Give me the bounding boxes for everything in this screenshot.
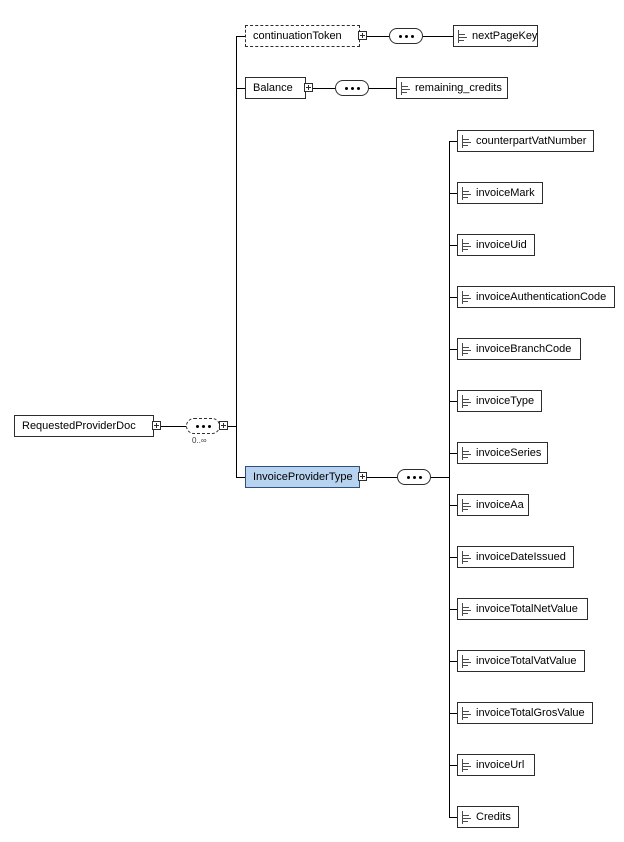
element-icon bbox=[462, 707, 471, 720]
connector-child-invoice-aa bbox=[449, 505, 457, 506]
node-label: invoiceBranchCode bbox=[476, 343, 572, 355]
element-icon bbox=[462, 447, 471, 460]
connector-sequence-to-children-trunk bbox=[431, 477, 449, 478]
trunk-invoice-children bbox=[449, 141, 450, 817]
node-invoice-url[interactable] bbox=[457, 754, 535, 776]
expand-icon-root[interactable] bbox=[152, 421, 161, 430]
node-label: Balance bbox=[253, 82, 293, 94]
element-icon bbox=[462, 343, 471, 356]
element-icon bbox=[462, 655, 471, 668]
root-occurrence-label: 0..∞ bbox=[192, 436, 207, 445]
element-icon bbox=[462, 759, 471, 772]
sequence-symbol-invoice-provider-type[interactable] bbox=[397, 469, 431, 485]
node-requested-provider-doc[interactable] bbox=[14, 415, 154, 437]
node-invoice-uid[interactable] bbox=[457, 234, 535, 256]
node-label: invoiceTotalGrosValue bbox=[476, 707, 585, 719]
element-icon bbox=[462, 551, 471, 564]
connector-balance-to-sequence bbox=[313, 88, 335, 89]
connector-sequence-to-next-page-key bbox=[423, 36, 453, 37]
connector-child-invoice-mark bbox=[449, 193, 457, 194]
connector-sequence-to-trunk bbox=[228, 426, 236, 427]
node-invoice-total-gros-value[interactable] bbox=[457, 702, 593, 724]
node-invoice-type[interactable] bbox=[457, 390, 542, 412]
sequence-symbol-balance[interactable] bbox=[335, 80, 369, 96]
connector-trunk-to-invoice-provider-type bbox=[236, 477, 245, 478]
node-invoice-aa[interactable] bbox=[457, 494, 529, 516]
connector-child-invoice-type bbox=[449, 401, 457, 402]
element-icon bbox=[462, 187, 471, 200]
trunk-main bbox=[236, 36, 237, 477]
sequence-symbol-root[interactable] bbox=[186, 418, 220, 434]
node-label: invoiceType bbox=[476, 395, 535, 407]
node-invoice-branch-code[interactable] bbox=[457, 338, 581, 360]
node-label: invoiceTotalVatValue bbox=[476, 655, 577, 667]
node-next-page-key[interactable] bbox=[453, 25, 538, 47]
node-invoice-series[interactable] bbox=[457, 442, 548, 464]
connector-root-to-sequence bbox=[161, 426, 186, 427]
element-icon bbox=[462, 135, 471, 148]
node-invoice-provider-type[interactable] bbox=[245, 466, 360, 488]
node-label: InvoiceProviderType bbox=[253, 471, 353, 483]
connector-child-invoice-uid bbox=[449, 245, 457, 246]
node-label: continuationToken bbox=[253, 30, 342, 42]
connector-child-invoice-date-issued bbox=[449, 557, 457, 558]
node-label: remaining_credits bbox=[415, 82, 502, 94]
connector-trunk-to-continuation-token bbox=[236, 36, 245, 37]
connector-child-invoice-authentication-code bbox=[449, 297, 457, 298]
expand-icon-balance[interactable] bbox=[304, 83, 313, 92]
connector-trunk-to-balance bbox=[236, 88, 245, 89]
expand-icon-root-sequence[interactable] bbox=[219, 421, 228, 430]
sequence-symbol-continuation-token[interactable] bbox=[389, 28, 423, 44]
connector-child-invoice-total-vat-value bbox=[449, 661, 457, 662]
node-invoice-date-issued[interactable] bbox=[457, 546, 574, 568]
node-invoice-authentication-code[interactable] bbox=[457, 286, 615, 308]
node-label: invoiceUrl bbox=[476, 759, 525, 771]
expand-icon-continuation-token[interactable] bbox=[358, 31, 367, 40]
node-label: invoiceDateIssued bbox=[476, 551, 566, 563]
node-balance[interactable] bbox=[245, 77, 306, 99]
sequence-dots-icon bbox=[390, 29, 422, 43]
sequence-dots-icon bbox=[187, 419, 219, 433]
element-icon bbox=[462, 811, 471, 824]
node-invoice-total-vat-value[interactable] bbox=[457, 650, 585, 672]
node-label: Credits bbox=[476, 811, 511, 823]
sequence-dots-icon bbox=[398, 470, 430, 484]
element-icon bbox=[462, 603, 471, 616]
node-label: nextPageKey bbox=[472, 30, 538, 42]
node-label: invoiceSeries bbox=[476, 447, 542, 459]
element-icon bbox=[462, 239, 471, 252]
connector-child-invoice-branch-code bbox=[449, 349, 457, 350]
connector-child-credits bbox=[449, 817, 457, 818]
element-icon bbox=[462, 499, 471, 512]
element-icon bbox=[401, 82, 410, 95]
node-label: invoiceTotalNetValue bbox=[476, 603, 578, 615]
node-counterpart-vat-number[interactable] bbox=[457, 130, 594, 152]
connector-invoice-provider-type-to-sequence bbox=[367, 477, 397, 478]
node-remaining-credits[interactable] bbox=[396, 77, 508, 99]
node-label: invoiceMark bbox=[476, 187, 535, 199]
node-label: invoiceUid bbox=[476, 239, 527, 251]
node-label: counterpartVatNumber bbox=[476, 135, 587, 147]
connector-child-invoice-url bbox=[449, 765, 457, 766]
connector-sequence-to-remaining-credits bbox=[369, 88, 396, 89]
node-invoice-mark[interactable] bbox=[457, 182, 543, 204]
element-icon bbox=[462, 291, 471, 304]
sequence-dots-icon bbox=[336, 81, 368, 95]
node-continuation-token[interactable] bbox=[245, 25, 360, 47]
node-credits[interactable] bbox=[457, 806, 519, 828]
connector-child-counterpart-vat-number bbox=[449, 141, 457, 142]
connector-child-invoice-series bbox=[449, 453, 457, 454]
connector-continuation-token-to-sequence bbox=[367, 36, 389, 37]
connector-child-invoice-total-net-value bbox=[449, 609, 457, 610]
element-icon bbox=[462, 395, 471, 408]
node-label: invoiceAuthenticationCode bbox=[476, 291, 607, 303]
expand-icon-invoice-provider-type[interactable] bbox=[358, 472, 367, 481]
node-invoice-total-net-value[interactable] bbox=[457, 598, 588, 620]
element-icon bbox=[458, 30, 467, 43]
node-label: invoiceAa bbox=[476, 499, 524, 511]
connector-child-invoice-total-gros-value bbox=[449, 713, 457, 714]
node-label: RequestedProviderDoc bbox=[22, 420, 136, 432]
